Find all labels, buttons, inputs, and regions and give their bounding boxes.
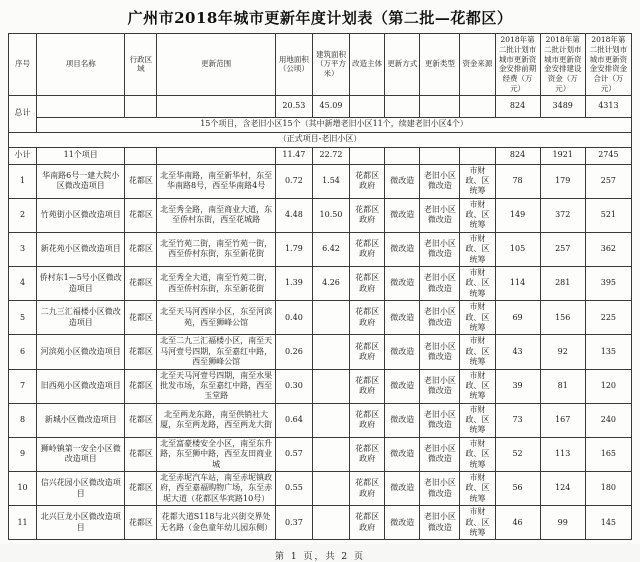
cell-renewal-mode: 微改造 (385, 403, 420, 437)
cell-reform-body: 花都区政府 (350, 164, 385, 198)
empty-cell (125, 95, 157, 117)
col-header-fund-source: 资金来源 (460, 34, 495, 96)
empty-cell (385, 147, 420, 164)
empty-cell (125, 147, 157, 164)
cell-project-name: 北兴巨龙小区微改造项目 (37, 506, 125, 540)
cell-reform-body: 花都区政府 (350, 506, 385, 540)
cell-construction-fund: 257 (540, 232, 585, 266)
subtotal-row (9, 147, 632, 164)
subtotal-total-fund: 2745 (585, 147, 631, 164)
cell-project-name: 狮岭镇第一安全小区微改造项目 (37, 437, 125, 471)
cell-no: 1 (9, 164, 37, 198)
cell-renewal-mode: 微改造 (385, 369, 420, 403)
empty-cell (37, 95, 125, 117)
subtotal-construction-fund: 1921 (540, 147, 585, 164)
cell-pre-fee: 105 (495, 232, 540, 266)
table-row (9, 164, 632, 198)
cell-land-area: 0.40 (275, 301, 312, 335)
cell-no: 7 (9, 369, 37, 403)
table-row (9, 232, 632, 266)
cell-total-fund: 257 (585, 164, 631, 198)
cell-reform-body: 花都区政府 (350, 369, 385, 403)
cell-no: 9 (9, 437, 37, 471)
cell-pre-fee: 73 (495, 403, 540, 437)
table-row (9, 369, 632, 403)
cell-construction-fund: 179 (540, 164, 585, 198)
cell-fund-source: 市财政、区统筹 (460, 335, 495, 369)
cell-renewal-type: 老旧小区微改造 (420, 437, 460, 471)
col-header-total-fund: 2018年第二批计划市城市更新资金安排资金合计（万元） (585, 34, 631, 96)
total-land-area: 20.53 (275, 95, 312, 117)
cell-total-fund: 165 (585, 437, 631, 471)
cell-pre-fee: 56 (495, 472, 540, 506)
cell-renewal-mode: 微改造 (385, 506, 420, 540)
cell-renewal-mode: 微改造 (385, 437, 420, 471)
cell-pre-fee: 43 (495, 335, 540, 369)
empty-cell (385, 95, 420, 117)
cell-renewal-type: 老旧小区微改造 (420, 506, 460, 540)
cell-project-name: 旧西苑小区微改造项目 (37, 369, 125, 403)
cell-building-area: 4.26 (312, 267, 349, 301)
cell-pre-fee: 46 (495, 506, 540, 540)
empty-cell (460, 147, 495, 164)
col-header-project-name: 项目名称 (37, 34, 125, 96)
cell-renewal-mode: 微改造 (385, 164, 420, 198)
empty-cell (420, 95, 460, 117)
section-row (9, 132, 632, 147)
cell-reform-body: 花都区政府 (350, 335, 385, 369)
table-body (9, 95, 632, 540)
cell-scope: 北至天马河西岸小区，东至河滨苑，西至狮峰公馆 (157, 301, 275, 335)
cell-no: 6 (9, 335, 37, 369)
cell-scope: 北至竹苑二街，南至竹苑一街，西至侨村东街，东至新花街 (157, 232, 275, 266)
cell-renewal-type: 老旧小区微改造 (420, 198, 460, 232)
cell-scope: 北至天马河壹号四期，南至水果批发市场，东至嘉红中路，西至玉堂路 (157, 369, 275, 403)
cell-land-area: 1.39 (275, 267, 312, 301)
cell-project-name: 信兴花园小区微改造项目 (37, 472, 125, 506)
subtotal-label: 小计 (9, 147, 37, 164)
cell-renewal-type: 老旧小区微改造 (420, 335, 460, 369)
cell-land-area: 0.26 (275, 335, 312, 369)
cell-reform-body: 花都区政府 (350, 301, 385, 335)
cell-no: 10 (9, 472, 37, 506)
cell-no: 11 (9, 506, 37, 540)
cell-land-area: 0.64 (275, 403, 312, 437)
cell-construction-fund: 113 (540, 437, 585, 471)
cell-district: 花都区 (125, 472, 157, 506)
cell-scope: 北至秀全大道，南至竹苑二街，西至侨村东街，东至新花街 (157, 267, 275, 301)
subtotal-building-area: 22.72 (312, 147, 349, 164)
table-row (9, 267, 632, 301)
total-fund-sum: 4313 (585, 95, 631, 117)
empty-cell (350, 95, 385, 117)
cell-no: 8 (9, 403, 37, 437)
cell-total-fund: 120 (585, 369, 631, 403)
total-note-row (9, 117, 632, 132)
cell-building-area (312, 437, 349, 471)
cell-fund-source: 市财政、区统筹 (460, 164, 495, 198)
cell-fund-source: 市财政、区统筹 (460, 403, 495, 437)
cell-building-area (312, 506, 349, 540)
total-building-area: 45.09 (312, 95, 349, 117)
page-title: 广州市2018年城市更新年度计划表（第二批—花都区） (127, 9, 513, 27)
cell-building-area (312, 472, 349, 506)
cell-fund-source: 市财政、区统筹 (460, 232, 495, 266)
cell-building-area: 6.42 (312, 232, 349, 266)
cell-no: 4 (9, 267, 37, 301)
col-header-land-area: 用地面积（公顷） (275, 34, 312, 96)
cell-district: 花都区 (125, 301, 157, 335)
cell-pre-fee: 114 (495, 267, 540, 301)
col-header-pre-fee: 2018年第二批计划市城市更新资金安排前期经费（万元） (495, 34, 540, 96)
total-label: 总计 (9, 95, 37, 132)
cell-reform-body: 花都区政府 (350, 232, 385, 266)
cell-construction-fund: 99 (540, 506, 585, 540)
cell-building-area (312, 403, 349, 437)
empty-cell (420, 147, 460, 164)
cell-scope: 北至赤坭汽车站，南至赤坭镇政府，西至嘉福购物广场，东至赤坭大道（花都区华宾路10号） (157, 472, 275, 506)
cell-reform-body: 花都区政府 (350, 267, 385, 301)
total-construction-fund: 3489 (540, 95, 585, 117)
total-note: 15个项目，含老旧小区15个（其中新增老旧小区11个，续建老旧小区4个） (37, 117, 632, 132)
cell-fund-source: 市财政、区统筹 (460, 198, 495, 232)
cell-land-area: 4.48 (275, 198, 312, 232)
cell-reform-body: 花都区政府 (350, 472, 385, 506)
empty-cell (350, 147, 385, 164)
subtotal-land-area: 11.47 (275, 147, 312, 164)
cell-fund-source: 市财政、区统筹 (460, 437, 495, 471)
cell-fund-source: 市财政、区统筹 (460, 369, 495, 403)
cell-construction-fund: 372 (540, 198, 585, 232)
cell-total-fund: 145 (585, 506, 631, 540)
cell-scope: 北至两龙东路，南至供销社大厦，东至两龙路，西至两龙大街 (157, 403, 275, 437)
cell-project-name: 竹苑街小区微改造项目 (37, 198, 125, 232)
cell-project-name: 新花苑小区微改造项目 (37, 232, 125, 266)
cell-total-fund: 135 (585, 335, 631, 369)
empty-cell (157, 147, 275, 164)
cell-renewal-type: 老旧小区微改造 (420, 301, 460, 335)
cell-fund-source: 市财政、区统筹 (460, 301, 495, 335)
cell-scope: 北至富豪楼安全小区，南至东升路，东至狮中路，西至友田商业城 (157, 437, 275, 471)
cell-renewal-mode: 微改造 (385, 301, 420, 335)
cell-project-name: 河滨苑小区微改造项目 (37, 335, 125, 369)
table-row (9, 472, 632, 506)
cell-land-area: 0.30 (275, 369, 312, 403)
total-row (9, 95, 632, 117)
cell-construction-fund: 167 (540, 403, 585, 437)
cell-district: 花都区 (125, 437, 157, 471)
cell-building-area (312, 335, 349, 369)
cell-district: 花都区 (125, 403, 157, 437)
cell-construction-fund: 281 (540, 267, 585, 301)
col-header-construction-fund: 2018年第二批计划市城市更新资金安排建设资金（万元） (540, 34, 585, 96)
cell-district: 花都区 (125, 232, 157, 266)
cell-renewal-mode: 微改造 (385, 267, 420, 301)
cell-land-area: 0.55 (275, 472, 312, 506)
cell-reform-body: 花都区政府 (350, 437, 385, 471)
cell-building-area: 1.54 (312, 164, 349, 198)
cell-land-area: 1.79 (275, 232, 312, 266)
cell-total-fund: 395 (585, 267, 631, 301)
cell-renewal-type: 老旧小区微改造 (420, 403, 460, 437)
col-header-no: 序号 (9, 34, 37, 96)
cell-project-name: 二九三汇福楼小区微改造项目 (37, 301, 125, 335)
header-row (9, 34, 632, 96)
cell-project-name: 华南路6号一建大院小区微改造项目 (37, 164, 125, 198)
cell-renewal-mode: 微改造 (385, 232, 420, 266)
cell-pre-fee: 69 (495, 301, 540, 335)
empty-cell (157, 95, 275, 117)
plan-table (8, 33, 632, 540)
cell-district: 花都区 (125, 369, 157, 403)
cell-renewal-type: 老旧小区微改造 (420, 232, 460, 266)
cell-scope: 北至华南路，南至新华村，东至华南路8号，西至华南路4号 (157, 164, 275, 198)
cell-construction-fund: 156 (540, 301, 585, 335)
cell-no: 5 (9, 301, 37, 335)
cell-district: 花都区 (125, 267, 157, 301)
cell-land-area: 0.57 (275, 437, 312, 471)
cell-building-area: 10.50 (312, 198, 349, 232)
cell-total-fund: 180 (585, 472, 631, 506)
cell-land-area: 0.72 (275, 164, 312, 198)
cell-reform-body: 花都区政府 (350, 198, 385, 232)
col-header-building-area: 建筑面积（万平方米） (312, 34, 349, 96)
cell-renewal-mode: 微改造 (385, 472, 420, 506)
cell-no: 3 (9, 232, 37, 266)
cell-renewal-mode: 微改造 (385, 335, 420, 369)
col-header-renewal-mode: 更新方式 (385, 34, 420, 96)
empty-cell (460, 95, 495, 117)
cell-renewal-mode: 微改造 (385, 198, 420, 232)
table-row (9, 301, 632, 335)
cell-district: 花都区 (125, 335, 157, 369)
col-header-renewal-type: 更新类型 (420, 34, 460, 96)
subtotal-project: 11个项目 (37, 147, 125, 164)
table-row (9, 403, 632, 437)
cell-district: 花都区 (125, 164, 157, 198)
table-row (9, 437, 632, 471)
cell-pre-fee: 39 (495, 369, 540, 403)
cell-scope: 北至二九三汇福楼小区，南至天马河壹号四期，东至嘉红中路，西至狮峰公馆 (157, 335, 275, 369)
cell-total-fund: 521 (585, 198, 631, 232)
cell-construction-fund: 92 (540, 335, 585, 369)
cell-total-fund: 240 (585, 403, 631, 437)
total-pre-fee: 824 (495, 95, 540, 117)
cell-pre-fee: 78 (495, 164, 540, 198)
section-label: （正式项目-老旧小区） (9, 132, 632, 147)
cell-fund-source: 市财政、区统筹 (460, 267, 495, 301)
cell-scope: 北至秀全路，南至商业大道，东至侨村东街，西至花城路 (157, 198, 275, 232)
cell-renewal-type: 老旧小区微改造 (420, 164, 460, 198)
cell-total-fund: 225 (585, 301, 631, 335)
cell-no: 2 (9, 198, 37, 232)
cell-scope: 花都大道S118与北兴街交界处无名路（金色童年幼儿园东侧） (157, 506, 275, 540)
col-header-district: 行政区域 (125, 34, 157, 96)
cell-total-fund: 362 (585, 232, 631, 266)
cell-construction-fund: 81 (540, 369, 585, 403)
col-header-reform-body: 改造主体 (350, 34, 385, 96)
table-row (9, 335, 632, 369)
cell-renewal-type: 老旧小区微改造 (420, 472, 460, 506)
cell-pre-fee: 149 (495, 198, 540, 232)
col-header-scope: 更新范围 (157, 34, 275, 96)
table-row (9, 198, 632, 232)
cell-district: 花都区 (125, 198, 157, 232)
subtotal-pre-fee: 824 (495, 147, 540, 164)
cell-reform-body: 花都区政府 (350, 403, 385, 437)
cell-pre-fee: 52 (495, 437, 540, 471)
cell-land-area: 0.37 (275, 506, 312, 540)
cell-fund-source: 市财政、区统筹 (460, 506, 495, 540)
page-number: 第 1 页，共 2 页 (275, 552, 365, 562)
cell-renewal-type: 老旧小区微改造 (420, 267, 460, 301)
cell-renewal-type: 老旧小区微改造 (420, 369, 460, 403)
cell-project-name: 侨村东1—5号小区微改造项目 (37, 267, 125, 301)
cell-construction-fund: 124 (540, 472, 585, 506)
table-row (9, 506, 632, 540)
cell-building-area (312, 301, 349, 335)
cell-district: 花都区 (125, 506, 157, 540)
cell-project-name: 新城小区微改造项目 (37, 403, 125, 437)
cell-fund-source: 市财政、区统筹 (460, 472, 495, 506)
cell-building-area (312, 369, 349, 403)
